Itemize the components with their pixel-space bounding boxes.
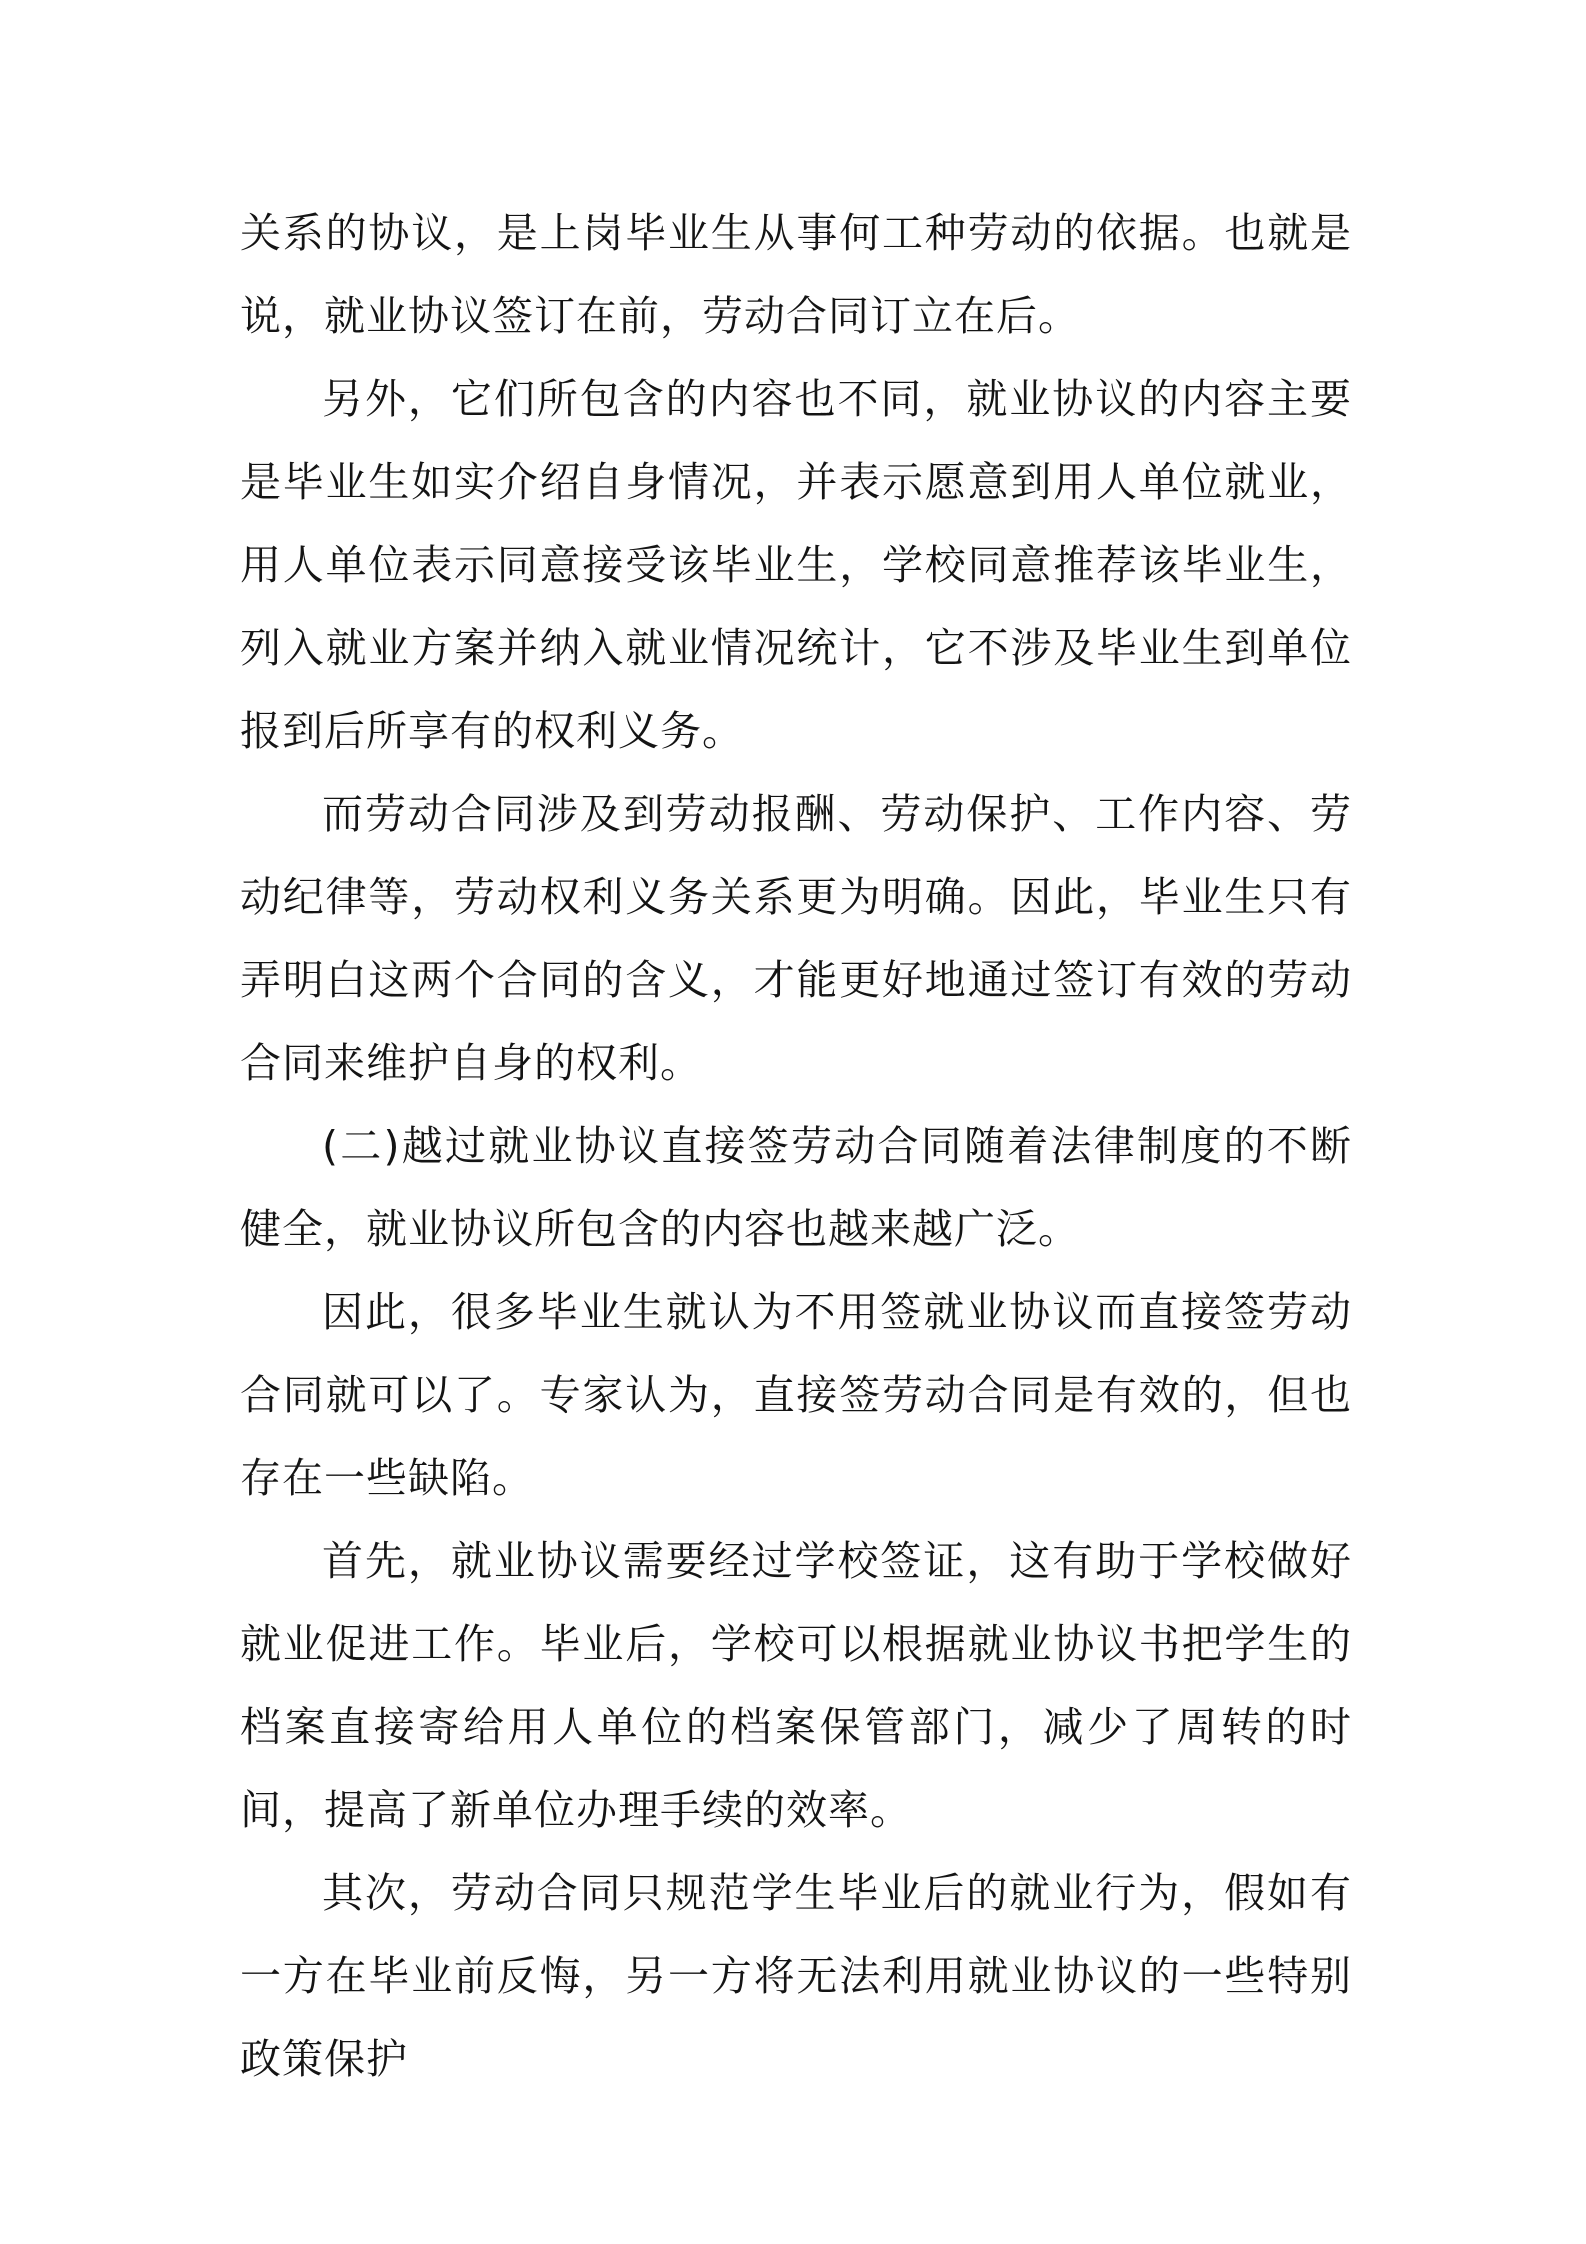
body-text <box>240 192 1352 2101</box>
paragraph-1: 关系的协议，是上岗毕业生从事何工种劳动的依据。也就是说，就业协议签订在前，劳动合同订立在后。 <box>240 209 1352 340</box>
paragraph-4: (二)越过就业协议直接签劳动合同随着法律制度的不断健全，就业协议所包含的内容也越来越广泛。 <box>240 1122 1352 1253</box>
paragraph-3: 而劳动合同涉及到劳动报酬、劳动保护、工作内容、劳动纪律等，劳动权利义务关系更为明确。因此，毕业生只有弄明白这两个合同的含义，才能更好地通过签订有效的劳动合同来维护自身的权利。 <box>240 790 1352 1087</box>
paragraph-2: 另外，它们所包含的内容也不同，就业协议的内容主要是毕业生如实介绍自身情况，并表示愿意到用人单位就业，用人单位表示同意接受该毕业生，学校同意推荐该毕业生，列入就业方案并纳入就业情况统计，它不涉及毕业生到单位报到后所享有的权利义务。 <box>240 375 1352 755</box>
paragraph-6: 首先，就业协议需要经过学校签证，这有助于学校做好就业促进工作。毕业后，学校可以根据就业协议书把学生的档案直接寄给用人单位的档案保管部门，减少了周转的时间，提高了新单位办理手续的效率。 <box>240 1537 1352 1834</box>
paragraph-7: 其次，劳动合同只规范学生毕业后的就业行为，假如有一方在毕业前反悔，另一方将无法利用就业协议的一些特别政策保护 <box>240 1869 1352 2083</box>
paragraph-5: 因此，很多毕业生就认为不用签就业协议而直接签劳动合同就可以了。专家认为，直接签劳动合同是有效的，但也存在一些缺陷。 <box>240 1288 1352 1502</box>
